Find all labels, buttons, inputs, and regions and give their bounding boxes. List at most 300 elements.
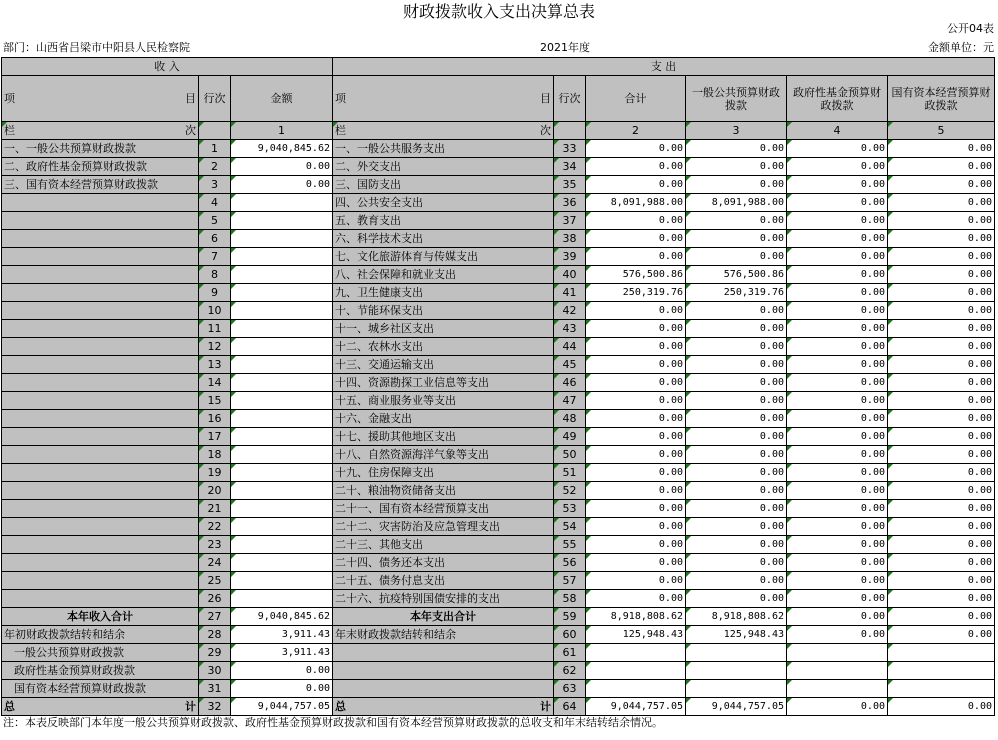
- expense-gov-fund: 0.00: [787, 320, 888, 338]
- col-number-3: 3: [686, 122, 787, 140]
- income-amount: 0.00: [231, 176, 333, 194]
- expense-general-budget: 0.00: [686, 446, 787, 464]
- expense-item: 三、国防支出: [333, 176, 554, 194]
- income-amount: [231, 590, 333, 608]
- income-item: [2, 338, 199, 356]
- rowno-index-cell: [554, 122, 586, 140]
- income-row-number: 8: [199, 266, 231, 284]
- table-row: [2, 482, 995, 500]
- income-amount: 3,911.43: [231, 626, 333, 644]
- income-amount: [231, 374, 333, 392]
- expense-gov-fund: [787, 680, 888, 698]
- expense-soe-budget: 0.00: [888, 320, 995, 338]
- expense-soe-budget: 0.00: [888, 446, 995, 464]
- expense-soe-budget: 0.00: [888, 374, 995, 392]
- table-row: [2, 680, 995, 698]
- expense-general-budget: 0.00: [686, 482, 787, 500]
- expense-item: 二十四、债务还本支出: [333, 554, 554, 572]
- expense-row-number: 51: [554, 464, 586, 482]
- expense-row-number: 36: [554, 194, 586, 212]
- expense-total: 0.00: [586, 500, 686, 518]
- expense-row-number: 63: [554, 680, 586, 698]
- expense-general-budget: 0.00: [686, 374, 787, 392]
- income-item-header: 项 目: [2, 76, 199, 122]
- table-row: [2, 392, 995, 410]
- table-row: [2, 662, 995, 680]
- income-row-number: 11: [199, 320, 231, 338]
- expense-total: 0.00: [586, 140, 686, 158]
- expense-gov-fund: 0.00: [787, 446, 888, 464]
- expense-total: 0.00: [586, 302, 686, 320]
- expense-item: 二十六、抗疫特别国债安排的支出: [333, 590, 554, 608]
- expense-gov-fund: 0.00: [787, 428, 888, 446]
- expense-gov-fund: [787, 662, 888, 680]
- income-amount-header: 金额: [231, 76, 333, 122]
- expense-general-budget: 0.00: [686, 464, 787, 482]
- expense-general-budget: [686, 662, 787, 680]
- income-item: [2, 320, 199, 338]
- income-item: [2, 518, 199, 536]
- expense-general-budget: 0.00: [686, 554, 787, 572]
- expense-item: 二十三、其他支出: [333, 536, 554, 554]
- expense-row-number: 52: [554, 482, 586, 500]
- expense-general-budget: 0.00: [686, 428, 787, 446]
- expense-general-budget: 0.00: [686, 500, 787, 518]
- footnote: 注：本表反映部门本年度一般公共预算财政拨款、政府性基金预算财政拨款和国有资本经营预算财政拨款的总收支和年末结转结余情况。: [3, 716, 663, 729]
- income-section-header: 收 入: [2, 58, 333, 76]
- expense-item: [333, 644, 554, 662]
- expense-soe-budget: 0.00: [888, 140, 995, 158]
- income-item: [2, 266, 199, 284]
- table-row: [2, 536, 995, 554]
- income-amount: [231, 410, 333, 428]
- table-row: [2, 608, 995, 626]
- income-item: [2, 194, 199, 212]
- department-label: 部门：山西省吕梁市中阳县人民检察院: [3, 41, 190, 54]
- expense-row-number: 42: [554, 302, 586, 320]
- income-row-number: 5: [199, 212, 231, 230]
- expense-item: 十六、金融支出: [333, 410, 554, 428]
- income-amount: [231, 338, 333, 356]
- income-row-number: 16: [199, 410, 231, 428]
- income-row-number: 29: [199, 644, 231, 662]
- expense-soe-budget: 0.00: [888, 626, 995, 644]
- income-amount: [231, 356, 333, 374]
- expense-item: 二十一、国有资本经营预算支出: [333, 500, 554, 518]
- income-amount: [231, 248, 333, 266]
- total-column-header: 合计: [586, 76, 686, 122]
- expense-total: 0.00: [586, 482, 686, 500]
- expense-soe-budget: 0.00: [888, 698, 995, 716]
- expense-total: [586, 662, 686, 680]
- income-item: [2, 374, 199, 392]
- table-row: [2, 626, 995, 644]
- expense-row-number: 60: [554, 626, 586, 644]
- expense-total: 0.00: [586, 392, 686, 410]
- table-row: [2, 212, 995, 230]
- table-row: [2, 140, 995, 158]
- expense-total: 0.00: [586, 320, 686, 338]
- expense-general-budget: 0.00: [686, 140, 787, 158]
- expense-gov-fund: 0.00: [787, 158, 888, 176]
- expense-item: 九、卫生健康支出: [333, 284, 554, 302]
- expense-item: 本年支出合计: [333, 608, 554, 626]
- income-row-number: 21: [199, 500, 231, 518]
- rowno-index-cell: [199, 122, 231, 140]
- expense-item: 二十五、债务付息支出: [333, 572, 554, 590]
- expense-item: 十七、援助其他地区支出: [333, 428, 554, 446]
- expense-total: 0.00: [586, 554, 686, 572]
- table-row: [2, 302, 995, 320]
- expense-row-number: 46: [554, 374, 586, 392]
- expense-general-budget: 125,948.43: [686, 626, 787, 644]
- header-row-sections: [2, 58, 995, 76]
- expense-gov-fund: 0.00: [787, 608, 888, 626]
- income-amount: 0.00: [231, 158, 333, 176]
- income-row-number: 30: [199, 662, 231, 680]
- income-item: [2, 554, 199, 572]
- expense-soe-budget: 0.00: [888, 518, 995, 536]
- expense-gov-fund: 0.00: [787, 212, 888, 230]
- expense-soe-budget: 0.00: [888, 392, 995, 410]
- expense-general-budget: 0.00: [686, 230, 787, 248]
- income-amount: [231, 428, 333, 446]
- expense-row-number: 39: [554, 248, 586, 266]
- expense-total: [586, 680, 686, 698]
- expense-general-budget: 0.00: [686, 158, 787, 176]
- table-row: [2, 428, 995, 446]
- expense-soe-budget: 0.00: [888, 500, 995, 518]
- income-item: [2, 284, 199, 302]
- income-item: 二、政府性基金预算财政拨款: [2, 158, 199, 176]
- col-number-2: 2: [586, 122, 686, 140]
- expense-row-number: 37: [554, 212, 586, 230]
- table-row: [2, 266, 995, 284]
- expense-item: 五、教育支出: [333, 212, 554, 230]
- expense-item: 十二、农林水支出: [333, 338, 554, 356]
- income-amount: [231, 500, 333, 518]
- expense-gov-fund: 0.00: [787, 284, 888, 302]
- expense-total: 0.00: [586, 572, 686, 590]
- income-item: [2, 302, 199, 320]
- table-row: [2, 176, 995, 194]
- expense-general-budget: 0.00: [686, 338, 787, 356]
- expense-gov-fund: 0.00: [787, 338, 888, 356]
- expense-general-budget: 250,319.76: [686, 284, 787, 302]
- expense-row-number: 44: [554, 338, 586, 356]
- expense-soe-budget: 0.00: [888, 266, 995, 284]
- expense-general-budget: [686, 680, 787, 698]
- expense-item: 十一、城乡社区支出: [333, 320, 554, 338]
- income-item: [2, 410, 199, 428]
- expense-general-budget: 0.00: [686, 572, 787, 590]
- expense-general-budget: [686, 644, 787, 662]
- form-code: 公开04表: [947, 22, 994, 35]
- expense-row-number: 45: [554, 356, 586, 374]
- income-amount: [231, 482, 333, 500]
- expense-general-budget: 0.00: [686, 176, 787, 194]
- expense-soe-budget: 0.00: [888, 230, 995, 248]
- expense-soe-budget: [888, 662, 995, 680]
- expense-item: [333, 680, 554, 698]
- expense-gov-fund: 0.00: [787, 410, 888, 428]
- income-row-number: 17: [199, 428, 231, 446]
- income-item: [2, 572, 199, 590]
- grand-total-row: [2, 698, 995, 716]
- expense-total: 0.00: [586, 338, 686, 356]
- income-row-number: 28: [199, 626, 231, 644]
- expense-soe-budget: 0.00: [888, 338, 995, 356]
- expense-total: 0.00: [586, 428, 686, 446]
- income-row-number: 19: [199, 464, 231, 482]
- appropriation-table: [1, 57, 995, 716]
- income-item: 国有资本经营预算财政拨款: [2, 680, 199, 698]
- income-item: [2, 500, 199, 518]
- table-row: [2, 230, 995, 248]
- expense-total: 0.00: [586, 356, 686, 374]
- table-row: [2, 284, 995, 302]
- header-row-columns: [2, 76, 995, 122]
- expense-soe-budget: 0.00: [888, 356, 995, 374]
- column-index-label: 栏 次: [333, 122, 554, 140]
- expense-total: 0.00: [586, 230, 686, 248]
- expense-total: [586, 644, 686, 662]
- col-number-1: 1: [231, 122, 333, 140]
- soe-budget-header: 国有资本经营预算财政拨款: [888, 76, 995, 122]
- expense-row-number: 49: [554, 428, 586, 446]
- expense-gov-fund: 0.00: [787, 356, 888, 374]
- expense-gov-fund: 0.00: [787, 536, 888, 554]
- table-row: [2, 590, 995, 608]
- expense-gov-fund: 0.00: [787, 230, 888, 248]
- expense-soe-budget: 0.00: [888, 194, 995, 212]
- expense-total: 125,948.43: [586, 626, 686, 644]
- column-index-label: 栏 次: [2, 122, 199, 140]
- expense-soe-budget: 0.00: [888, 608, 995, 626]
- income-row-number: 24: [199, 554, 231, 572]
- expense-gov-fund: 0.00: [787, 374, 888, 392]
- income-item: [2, 590, 199, 608]
- col-number-4: 4: [787, 122, 888, 140]
- expense-gov-fund: 0.00: [787, 572, 888, 590]
- expense-row-number: 61: [554, 644, 586, 662]
- expense-soe-budget: 0.00: [888, 302, 995, 320]
- expense-item: 二、外交支出: [333, 158, 554, 176]
- expense-grand-total: 9,044,757.05: [586, 698, 686, 716]
- expense-row-number: 53: [554, 500, 586, 518]
- income-row-number: 15: [199, 392, 231, 410]
- expense-gov-fund: 0.00: [787, 176, 888, 194]
- income-amount: [231, 446, 333, 464]
- expense-row-number: 59: [554, 608, 586, 626]
- table-row: [2, 554, 995, 572]
- income-item: [2, 464, 199, 482]
- income-row-number: 22: [199, 518, 231, 536]
- expense-soe-budget: 0.00: [888, 554, 995, 572]
- income-item: [2, 230, 199, 248]
- expense-general-budget: 0.00: [686, 212, 787, 230]
- expense-general-budget: 0.00: [686, 410, 787, 428]
- income-row-number: 26: [199, 590, 231, 608]
- income-amount: [231, 266, 333, 284]
- income-rowno-header: 行次: [199, 76, 231, 122]
- table-row: [2, 338, 995, 356]
- expense-gov-fund: 0.00: [787, 554, 888, 572]
- expense-row-number: 64: [554, 698, 586, 716]
- expense-total: 576,500.86: [586, 266, 686, 284]
- expense-row-number: 47: [554, 392, 586, 410]
- income-item: [2, 212, 199, 230]
- income-item: 一般公共预算财政拨款: [2, 644, 199, 662]
- expense-row-number: 41: [554, 284, 586, 302]
- expense-soe-budget: 0.00: [888, 176, 995, 194]
- expense-item: 十五、商业服务业等支出: [333, 392, 554, 410]
- income-amount: [231, 212, 333, 230]
- expense-row-number: 34: [554, 158, 586, 176]
- income-row-number: 27: [199, 608, 231, 626]
- income-row-number: 31: [199, 680, 231, 698]
- income-amount: [231, 464, 333, 482]
- income-row-number: 10: [199, 302, 231, 320]
- expense-rowno-header: 行次: [554, 76, 586, 122]
- income-row-number: 18: [199, 446, 231, 464]
- income-item: [2, 446, 199, 464]
- expense-total: 0.00: [586, 248, 686, 266]
- expense-gov-fund: 0.00: [787, 392, 888, 410]
- general-budget-header: 一般公共预算财政拨款: [686, 76, 787, 122]
- income-item: 本年收入合计: [2, 608, 199, 626]
- expense-soe-budget: 0.00: [888, 590, 995, 608]
- expense-general-budget: 9,044,757.05: [686, 698, 787, 716]
- expense-general-budget: 8,091,988.00: [686, 194, 787, 212]
- expense-soe-budget: 0.00: [888, 248, 995, 266]
- income-row-number: 2: [199, 158, 231, 176]
- expense-total: 0.00: [586, 590, 686, 608]
- expense-gov-fund: 0.00: [787, 302, 888, 320]
- expense-soe-budget: 0.00: [888, 536, 995, 554]
- expense-row-number: 40: [554, 266, 586, 284]
- income-item: [2, 356, 199, 374]
- income-row-number: 3: [199, 176, 231, 194]
- expense-row-number: 50: [554, 446, 586, 464]
- expense-general-budget: 0.00: [686, 302, 787, 320]
- expense-gov-fund: 0.00: [787, 248, 888, 266]
- income-amount: [231, 194, 333, 212]
- expense-gov-fund: 0.00: [787, 626, 888, 644]
- income-item: [2, 248, 199, 266]
- income-row-number: 4: [199, 194, 231, 212]
- income-amount: 3,911.43: [231, 644, 333, 662]
- income-row-number: 6: [199, 230, 231, 248]
- expense-item: 八、社会保障和就业支出: [333, 266, 554, 284]
- expense-total: 0.00: [586, 176, 686, 194]
- table-row: [2, 248, 995, 266]
- income-item: 三、国有资本经营预算财政拨款: [2, 176, 199, 194]
- income-item: [2, 482, 199, 500]
- expense-gov-fund: 0.00: [787, 482, 888, 500]
- expense-general-budget: 0.00: [686, 536, 787, 554]
- expense-general-budget: 8,918,808.62: [686, 608, 787, 626]
- expense-row-number: 55: [554, 536, 586, 554]
- expense-soe-budget: [888, 644, 995, 662]
- expense-gov-fund: 0.00: [787, 698, 888, 716]
- expense-item-header: 项 目: [333, 76, 554, 122]
- expense-gov-fund: 0.00: [787, 266, 888, 284]
- expense-row-number: 43: [554, 320, 586, 338]
- expense-total: 0.00: [586, 536, 686, 554]
- income-amount: [231, 518, 333, 536]
- expense-item: 年末财政拨款结转和结余: [333, 626, 554, 644]
- expense-row-number: 57: [554, 572, 586, 590]
- income-row-number: 13: [199, 356, 231, 374]
- expense-soe-budget: 0.00: [888, 428, 995, 446]
- expense-row-number: 33: [554, 140, 586, 158]
- income-amount: [231, 284, 333, 302]
- table-row: [2, 464, 995, 482]
- table-row: [2, 158, 995, 176]
- expense-item: 十三、交通运输支出: [333, 356, 554, 374]
- income-row-number: 1: [199, 140, 231, 158]
- income-item: [2, 392, 199, 410]
- income-amount: 9,040,845.62: [231, 608, 333, 626]
- table-row: [2, 356, 995, 374]
- expense-row-number: 62: [554, 662, 586, 680]
- income-grand-total: 9,044,757.05: [231, 698, 333, 716]
- expense-total: 0.00: [586, 158, 686, 176]
- income-row-number: 14: [199, 374, 231, 392]
- expense-total: 0.00: [586, 446, 686, 464]
- expense-gov-fund: 0.00: [787, 590, 888, 608]
- income-amount: [231, 392, 333, 410]
- expense-item: 十四、资源勘探工业信息等支出: [333, 374, 554, 392]
- expense-total: 0.00: [586, 464, 686, 482]
- expense-gov-fund: 0.00: [787, 518, 888, 536]
- expense-soe-budget: 0.00: [888, 572, 995, 590]
- expense-general-budget: 576,500.86: [686, 266, 787, 284]
- expense-section-header: 支 出: [333, 58, 995, 76]
- expense-soe-budget: 0.00: [888, 212, 995, 230]
- table-row: [2, 374, 995, 392]
- income-item: [2, 428, 199, 446]
- income-row-number: 20: [199, 482, 231, 500]
- expense-gov-fund: 0.00: [787, 464, 888, 482]
- fiscal-year: 2021年度: [540, 41, 590, 54]
- expense-total: 0.00: [586, 374, 686, 392]
- header-row-column-numbers: [2, 122, 995, 140]
- expense-soe-budget: 0.00: [888, 410, 995, 428]
- unit-label: 金额单位：元: [928, 41, 994, 54]
- income-item: 政府性基金预算财政拨款: [2, 662, 199, 680]
- income-amount: [231, 572, 333, 590]
- expense-item: 十八、自然资源海洋气象等支出: [333, 446, 554, 464]
- expense-row-number: 58: [554, 590, 586, 608]
- expense-gov-fund: 0.00: [787, 194, 888, 212]
- expense-general-budget: 0.00: [686, 356, 787, 374]
- expense-row-number: 56: [554, 554, 586, 572]
- expense-soe-budget: [888, 680, 995, 698]
- income-item: 一、一般公共预算财政拨款: [2, 140, 199, 158]
- expense-item: 六、科学技术支出: [333, 230, 554, 248]
- expense-total: 250,319.76: [586, 284, 686, 302]
- expense-item: 二十、粮油物资储备支出: [333, 482, 554, 500]
- expense-total: 0.00: [586, 212, 686, 230]
- table-row: [2, 572, 995, 590]
- expense-gov-fund: [787, 644, 888, 662]
- table-row: [2, 644, 995, 662]
- expense-item: 一、一般公共服务支出: [333, 140, 554, 158]
- table-row: [2, 194, 995, 212]
- expense-total: 8,918,808.62: [586, 608, 686, 626]
